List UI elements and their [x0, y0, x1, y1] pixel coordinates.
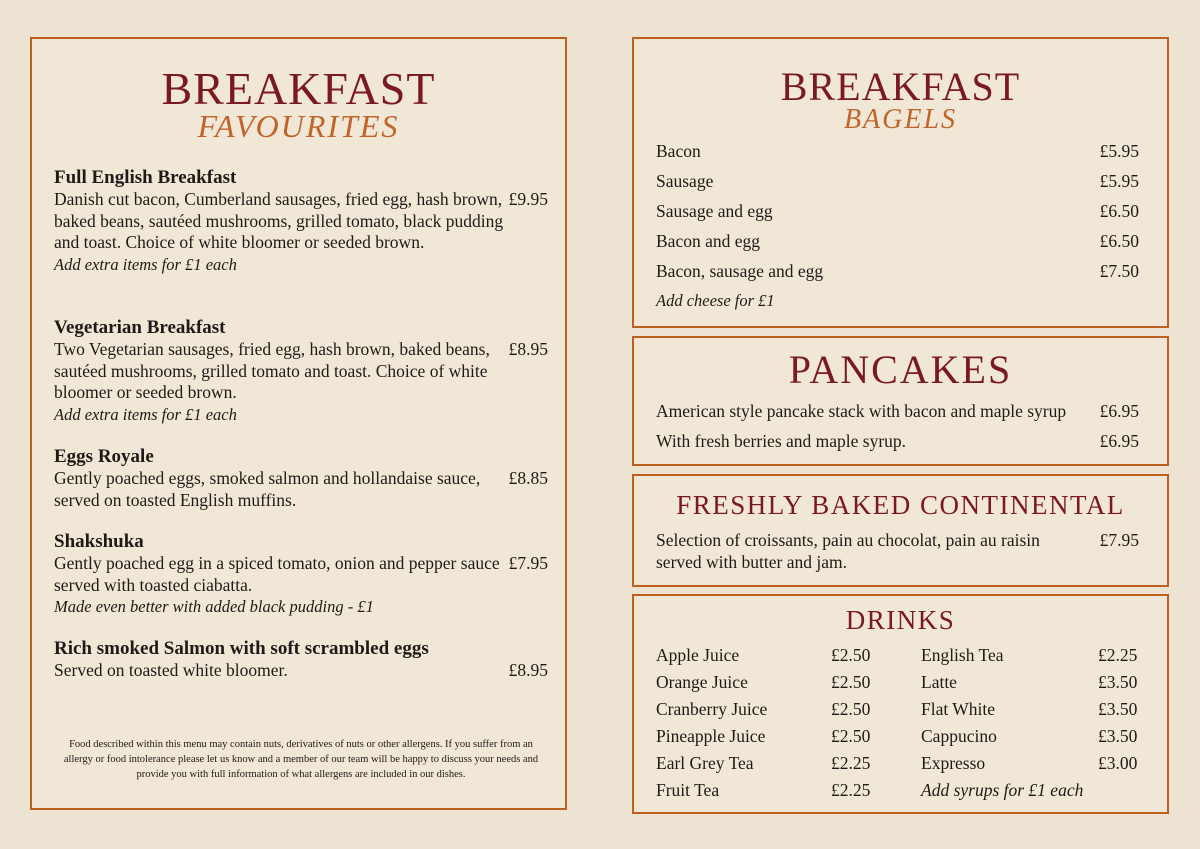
bagels-title: BREAKFAST — [780, 64, 1021, 109]
drinks-note: Add syrups for £1 each — [921, 780, 1084, 800]
menu-item-vegetarian — [54, 317, 548, 425]
continental-description: Selection of croissants, pain au chocolat, pain au raisin served with butter and jam. — [656, 530, 1040, 572]
bagel-name: Bacon and egg — [656, 231, 760, 251]
continental-panel — [632, 474, 1169, 587]
item-description: Served on toasted white bloomer. — [54, 660, 288, 680]
drink-name: Flat White — [921, 699, 996, 719]
drink-name: English Tea — [921, 645, 1004, 665]
drink-price: £3.50 — [1098, 699, 1138, 719]
drinks-panel — [632, 594, 1169, 814]
drink-price: £3.50 — [1098, 672, 1138, 692]
favourites-subtitle: FAVOURITES — [197, 108, 400, 144]
item-description: Gently poached eggs, smoked salmon and hollandaise sauce, served on toasted English muffins. — [54, 468, 481, 510]
menu-item-shakshuka — [54, 531, 548, 618]
bagel-item — [656, 260, 1139, 282]
favourites-title: BREAKFAST — [161, 63, 436, 114]
drink-name: Cappucino — [921, 726, 997, 746]
item-description: Two Vegetarian sausages, fried egg, hash brown, baked beans, sautéed mushrooms, grilled tomato and toast. Choice of white bloomer or seeded brown. — [54, 339, 490, 402]
bagels-heading — [634, 64, 1167, 135]
favourites-heading — [32, 63, 565, 144]
item-description: Gently poached egg in a spiced tomato, onion and pepper sauce served with toasted ciabatta. — [54, 553, 500, 595]
bagel-name: Bacon — [656, 141, 701, 161]
item-name: Shakshuka — [54, 531, 144, 552]
drink-price: £2.50 — [831, 672, 871, 692]
bagels-subtitle: BAGELS — [843, 104, 958, 135]
drink-name: Expresso — [921, 753, 986, 773]
pancake-name: With fresh berries and maple syrup. — [656, 431, 907, 451]
bagel-name: Sausage and egg — [656, 201, 773, 221]
item-name: Vegetarian Breakfast — [54, 317, 226, 338]
drink-name: Orange Juice — [656, 672, 748, 692]
breakfast-bagels-panel — [632, 37, 1169, 328]
bagel-note: Add cheese for £1 — [656, 291, 775, 310]
item-description: Danish cut bacon, Cumberland sausages, fried egg, hash brown, baked beans, sautéed mushrooms, grilled tomato, black pudding and toast. Choice of white bloomer or seeded brown. — [54, 189, 504, 252]
item-name: Rich smoked Salmon with soft scrambled eggs — [54, 638, 429, 659]
bagel-item — [656, 200, 1139, 222]
bagel-item — [656, 170, 1139, 192]
item-price: £8.95 — [508, 660, 548, 680]
item-price: £8.95 — [508, 339, 548, 359]
bagel-price: £6.50 — [1099, 231, 1139, 251]
pancake-item — [656, 430, 1139, 452]
drink-price: £2.50 — [831, 645, 871, 665]
pancake-name: American style pancake stack with bacon and maple syrup — [656, 401, 1067, 421]
pancakes-panel — [632, 336, 1169, 466]
bagel-item — [656, 230, 1139, 252]
item-price: £7.95 — [508, 553, 548, 573]
pancake-price: £6.95 — [1099, 431, 1139, 451]
pancake-item — [656, 400, 1139, 422]
bagel-price: £6.50 — [1099, 201, 1139, 221]
drink-name: Apple Juice — [656, 645, 740, 665]
item-note: Add extra items for £1 each — [54, 254, 237, 274]
bagel-price: £7.50 — [1099, 261, 1139, 281]
bagel-item — [656, 140, 1139, 162]
item-price: £8.85 — [508, 468, 548, 488]
drink-price: £2.25 — [831, 753, 871, 773]
item-price: £9.95 — [508, 189, 548, 209]
drinks-title: DRINKS — [845, 605, 956, 635]
menu-item-eggs-royale — [54, 446, 548, 511]
drink-name: Fruit Tea — [656, 780, 720, 800]
drink-name: Pineapple Juice — [656, 726, 766, 746]
drink-price: £2.50 — [831, 726, 871, 746]
continental-price: £7.95 — [1099, 530, 1139, 550]
continental-title: FRESHLY BAKED CONTINENTAL — [676, 490, 1125, 520]
drink-price: £2.25 — [831, 780, 871, 800]
item-note: Made even better with added black pudding - £1 — [54, 597, 374, 616]
breakfast-favourites-panel — [30, 37, 567, 810]
drink-name: Cranberry Juice — [656, 699, 768, 719]
menu-item-full-english — [54, 167, 548, 275]
pancake-price: £6.95 — [1099, 401, 1139, 421]
drink-price: £3.00 — [1098, 753, 1138, 773]
drink-price: £3.50 — [1098, 726, 1138, 746]
menu-item-smoked-salmon — [54, 638, 548, 682]
bagel-price: £5.95 — [1099, 141, 1139, 161]
drink-price: £2.25 — [1098, 645, 1138, 665]
item-name: Eggs Royale — [54, 446, 154, 467]
bagel-name: Sausage — [656, 171, 714, 191]
item-note: Add extra items for £1 each — [54, 404, 237, 424]
drink-price: £2.50 — [831, 699, 871, 719]
drink-name: Latte — [921, 672, 957, 692]
continental-item — [656, 529, 1139, 573]
bagel-name: Bacon, sausage and egg — [656, 261, 824, 281]
drink-name: Earl Grey Tea — [656, 753, 754, 773]
pancakes-title: PANCAKES — [788, 347, 1013, 392]
item-name: Full English Breakfast — [54, 167, 237, 188]
bagel-price: £5.95 — [1099, 171, 1139, 191]
allergen-notice: Food described within this menu may contain nuts, derivatives of nuts or other allergens. If you suffer from an allergy or food intolerance please let us know and a member of our team will be happy to discuss your needs and provide you with full information of what allergens are included in our dishes. — [63, 739, 539, 780]
